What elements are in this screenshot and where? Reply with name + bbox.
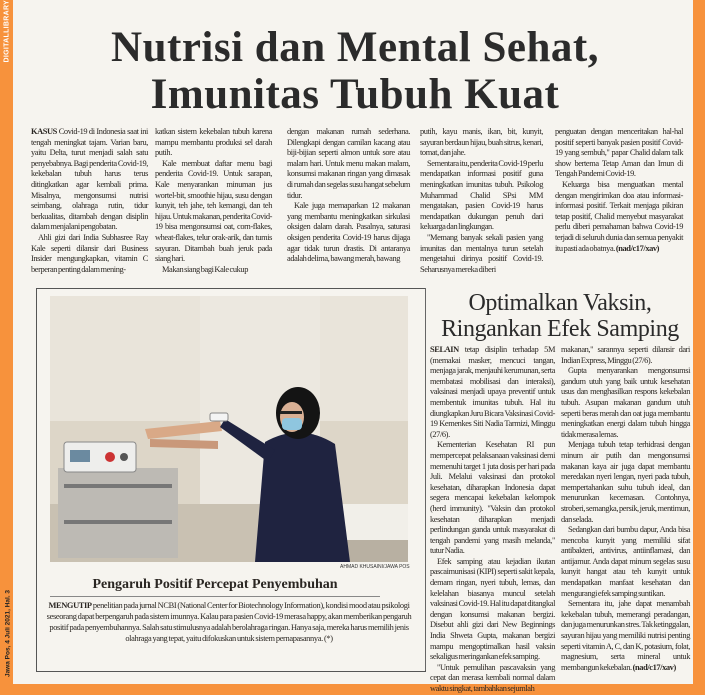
headline-line-2: Imunitas Tubuh Kuat: [150, 71, 560, 118]
main-article-column-4: [420, 127, 543, 275]
paragraph: [555, 180, 683, 254]
paragraph: putih, kayu manis, ikan, bit, kunyit, sayuran berdaun hijau, buah sitrus, kenari, tomat, dan jahe.: [420, 127, 543, 158]
paragraph: "Memang banyak sekali pasien yang imunitas dan mentalnya turun setelah mengetahui dirinya positif Covid-19. Seharusnya mereka diberi: [420, 232, 543, 274]
paragraph: Kale membuat daftar menu bagi penderita Covid-19. Untuk sarapan, Kale menyarankan minuman jus wortel-bit, smoothie hijau, susu dengan kunyit, teh jahe, teh kemangi, dan teh hijau. Untuk makanan, penderita Covid-19 bisa mengonsumsi oat, corn-flakes, wheat-flakes, telur orak-arik, dan tumis sayuran. Ditambah buah jeruk pada siang hari.: [155, 158, 272, 264]
paragraph: Kale juga memaparkan 12 makanan yang membantu meningkatkan sirkulasi oksigen dalam darah. Pasalnya, saturasi oksigen penderita Covid-19 harus dijaga agar tidak turun drastis. Di antaranya adalah delima, bawang merah, bawang: [287, 201, 410, 264]
column-divider: [425, 288, 426, 670]
digital-library-logo: DIGITALLIBRARY: [3, 0, 11, 63]
main-article-column-5: [555, 127, 683, 254]
paragraph-text: tetap disiplin terhadap 5M (memakai masker, mencuci tangan, menjaga jarak, menjauhi kerumunan, serta membatasi mobilisasi dan interaksi), vaksinasi menjadi upaya preventif untuk membentuk imunitas tubuh. Hal itu diungkapkan Juru Bicara Vaksinasi Covid-19 Kemenkes Siti Nadia Tarmizi, Minggu (27/6).: [430, 345, 555, 439]
lead-word: KASUS: [31, 127, 57, 136]
subhead-line-2: Ringankan Efek Samping: [441, 316, 679, 342]
main-article-column-1: [31, 127, 148, 275]
second-article-column-1: [430, 345, 555, 695]
source-citation: Jawa Pos, 4 Juli 2021, Hal. 3: [4, 589, 12, 678]
author-signature: (nad/c17/xav): [615, 243, 660, 253]
orange-frame-bottom: [0, 684, 705, 695]
orange-frame-right: [693, 0, 705, 695]
paragraph: Sedangkan dari bumbu dapur, Anda bisa mencoba kunyit yang memiliki sifat antibakteri, antivirus, antiinflamasi, dan antijamur. Anda dapat minum segelas susu kunyit hangat atau teh kunyit untuk mendapatkan manfaat kesehatan dan mengurangi efek samping suntikan.: [561, 525, 690, 598]
second-article-headline: [428, 290, 692, 342]
sidebar-box-body: [44, 600, 414, 644]
paragraph-text: Keluarga bisa menguatkan mental dengan mengirimkan doa atau informasi-informasi positif. Terkait menjaga pikiran tetap positif, Chalid menyebut masyarakat perlu diberi pemahaman bahwa Covid-19 terjadi di seluruh dunia dan semua penyakit itu pasti ada obatnya.: [555, 179, 683, 253]
sidebar-box-text: penelitian pada jurnal NCBI (National Center for Biotechnology Information), kondisi mood atau psikologi seseorang dapat berpengaruh pada sistem imunnya. Kalau para pasien Covid-19 merasa happy, akan memberikan pengaruh positif pada penyembuhannya. Salah satu stimulusnya adalah berolahraga ringan. Hanya saja, mereka harus memilih jenis olahraga yang tepat, yaitu difokuskan untuk sistem pernapasannya. (*): [46, 601, 412, 643]
paragraph: [31, 127, 148, 233]
author-signature: (nad/c17/xav): [632, 662, 676, 672]
paragraph: [561, 599, 690, 673]
paragraph: makanan," sarannya seperti dilansir dari Indian Express, Minggu (27/6).: [561, 345, 690, 365]
paragraph: dengan makanan rumah sederhana. Dilengkapi dengan camilan kacang atau biji-bijian seperti almon untuk sore atau malam hari. Untuk menu makan malam, konsumsi makanan ringan yang dimasak di rumah dan segelas susu hangat sebelum tidur.: [287, 127, 410, 200]
lead-word: MENGUTIP: [48, 601, 92, 610]
paragraph: Kementerian Kesehatan RI pun mempercepat pelaksanaan vaksinasi demi memenuhi target 1 juta dosis per hari pada Juli. Melalui vaksinasi dan protokol kesehatan, diharapkan Indonesia dapat segera mencapai kekebalan kelompok (herd immunity). "Vaksin dan protokol kesehatan diharapkan menjadi perlindungan ganda untuk masyarakat di tengah pandemi yang masih melanda," tutur Nadia.: [430, 440, 555, 556]
photo-nurse-checking-temperature: [50, 296, 408, 562]
paragraph: Sementara itu, penderita Covid-19 perlu mendapatkan informasi positif guna meningkatkan imunitas tubuh. Psikolog Muhammad Chalid SPsi MM mengatakan, pasien Covid-19 harus mendapatkan dukungan penuh dari keluarga dan lingkungan.: [420, 158, 543, 232]
main-article-column-3: [287, 127, 410, 265]
paragraph: Menjaga tubuh tetap terhidrasi dengan minum air putih dan mengonsumsi makanan kaya air juga dapat membantu meredakan nyeri lengan, nyeri pada tubuh, mempertahankan suhu tubuh ideal, dan menurunkan kecemasan. Contohnya, stroberi, semangka, persik, jeruk, mentimun, dan selada.: [561, 440, 690, 524]
paragraph: [430, 345, 555, 440]
headline-line-1: Nutrisi dan Mental Sehat,: [111, 24, 599, 71]
main-headline: [20, 24, 690, 118]
lead-word: SELAIN: [430, 345, 459, 354]
paragraph: "Untuk pemulihan pascavaksin yang cepat dan merasa kembali normal dalam waktu singkat, tambahkan sejumlah: [430, 662, 555, 693]
paragraph: katkan sistem kekebalan tubuh karena mampu membantu produksi sel darah putih.: [155, 127, 272, 158]
sidebar-box-title: Pengaruh Positif Percepat Penyembuhan: [50, 576, 380, 597]
paragraph: Ahli gizi dari India Subhasree Ray Kale seperti dilansir dari Business Insider mengungkapkan, vitamin C berperan penting dalam mening-: [31, 232, 148, 274]
second-article-column-2: [561, 345, 690, 673]
paragraph: Efek samping atau kejadian ikutan pascaimunisasi (KIPI) seperti sakit kepala, demam ringan, nyeri tubuh, lemas, dan kelelahan biasanya muncul setelah vaksinasi Covid-19. Hal itu dapat ditangkal dengan konsumsi makanan bergizi. Disebut ahli gizi dari New Beginnings India Shweta Gupta, makanan bergizi mampu mengoptimalkan hasil vaksin sekaligus meringankan efek samping.: [430, 556, 555, 662]
paragraph: penguatan dengan menceritakan hal-hal positif seperti banyak pasien positif Covid-19 yang sembuh," papar Chalid dalam talk show bertema Tetap Aman dan Imun di Tengah Pandemi Covid-19.: [555, 127, 683, 179]
photo-credit: AHMAD KHUSAINI/JAWA POS: [340, 564, 410, 570]
paragraph: Gupta menyarankan mengonsumsi gandum utuh yang baik untuk kesehatan usus dan menghasilkan respons kekebalan tubuh. Asupan makanan gandum utuh seperti beras merah dan oat juga membantu meningkatkan energi dalam tubuh hingga tidak merasa lemas.: [561, 366, 690, 439]
paragraph: Makan siang bagi Kale cukup: [162, 264, 249, 274]
paragraph-text: Sementara itu, jahe dapat menambah kekebalan tubuh, memerangi peradangan, dan juga menurunkan stres. Tak ketinggalan, sayuran hijau yang memiliki nutrisi penting seperti vitamin A, C, dan K, potasium, folat, magnesium, serta mineral untuk membangun kekebalan.: [561, 599, 690, 672]
paragraph-text: Covid-19 di Indonesia saat ini tengah meningkat tajam. Varian baru, yaitu Delta, turut menjadi salah satu penyebabnya. Bagi penderita Covid-19, kekebalan tubuh harus terus ditingkatkan agar kembali prima. Misalnya, mengonsumsi nutrisi seimbang, olahraga rutin, tidur berkualitas, ditambah dengan disiplin dalam menjalani pengobatan.: [31, 127, 148, 232]
main-article-column-2: [155, 127, 272, 275]
subhead-line-1: Optimalkan Vaksin,: [468, 290, 652, 316]
